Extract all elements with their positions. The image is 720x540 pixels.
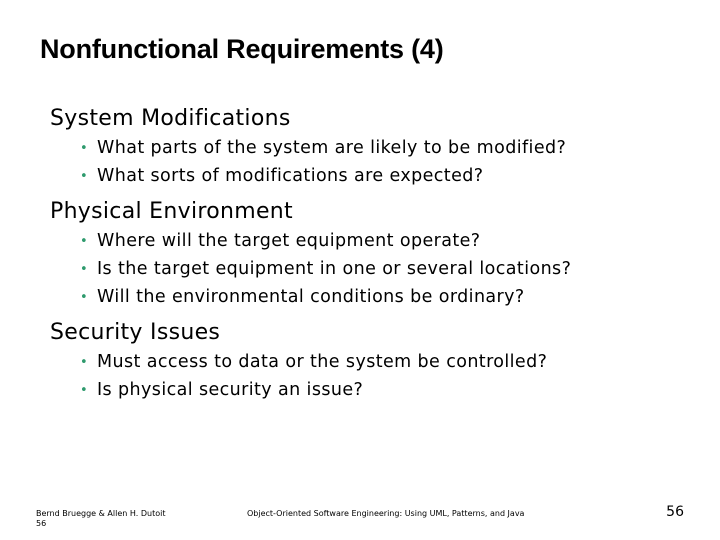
section-physical-environment <box>50 197 710 311</box>
bullet-item <box>80 134 710 162</box>
bullet-dot-icon: • <box>80 262 89 277</box>
bullet-item <box>80 227 710 255</box>
bullet-dot-icon: • <box>80 141 89 156</box>
section-security-issues <box>50 318 710 404</box>
bullet-item <box>80 162 710 190</box>
bullet-dot-icon: • <box>80 169 89 184</box>
footer-small-page-number: 56 <box>36 519 47 528</box>
bullet-list <box>50 134 710 190</box>
bullet-dot-icon: • <box>80 234 89 249</box>
bullet-text: Is physical security an issue? <box>97 380 364 400</box>
slide-body <box>50 104 710 404</box>
bullet-text: What sorts of modifications are expected? <box>97 166 484 186</box>
bullet-text: Is the target equipment in one or several locations? <box>97 259 572 279</box>
section-system-modifications <box>50 104 710 190</box>
footer-authors <box>36 509 165 529</box>
bullet-text: Will the environmental conditions be ordinary? <box>97 287 525 307</box>
bullet-text: Must access to data or the system be controlled? <box>97 352 548 372</box>
bullet-text: Where will the target equipment operate? <box>97 231 481 251</box>
bullet-item <box>80 283 710 311</box>
section-heading: Security Issues <box>50 320 221 345</box>
bullet-dot-icon: • <box>80 355 89 370</box>
bullet-list <box>50 348 710 404</box>
bullet-dot-icon: • <box>80 290 89 305</box>
bullet-item <box>80 255 710 283</box>
bullet-list <box>50 227 710 311</box>
section-heading: Physical Environment <box>50 199 293 224</box>
footer-authors-text: Bernd Bruegge & Allen H. Dutoit <box>36 509 166 518</box>
slide-title: Nonfunctional Requirements (4) <box>40 34 444 64</box>
footer-page-number: 56 <box>666 504 684 520</box>
bullet-item <box>80 376 710 404</box>
section-heading: System Modifications <box>50 106 291 131</box>
bullet-dot-icon: • <box>80 383 89 398</box>
footer-book-title: Object-Oriented Software Engineering: Using UML, Patterns, and Java <box>247 509 525 518</box>
bullet-item <box>80 348 710 376</box>
bullet-text: What parts of the system are likely to be modified? <box>97 138 567 158</box>
